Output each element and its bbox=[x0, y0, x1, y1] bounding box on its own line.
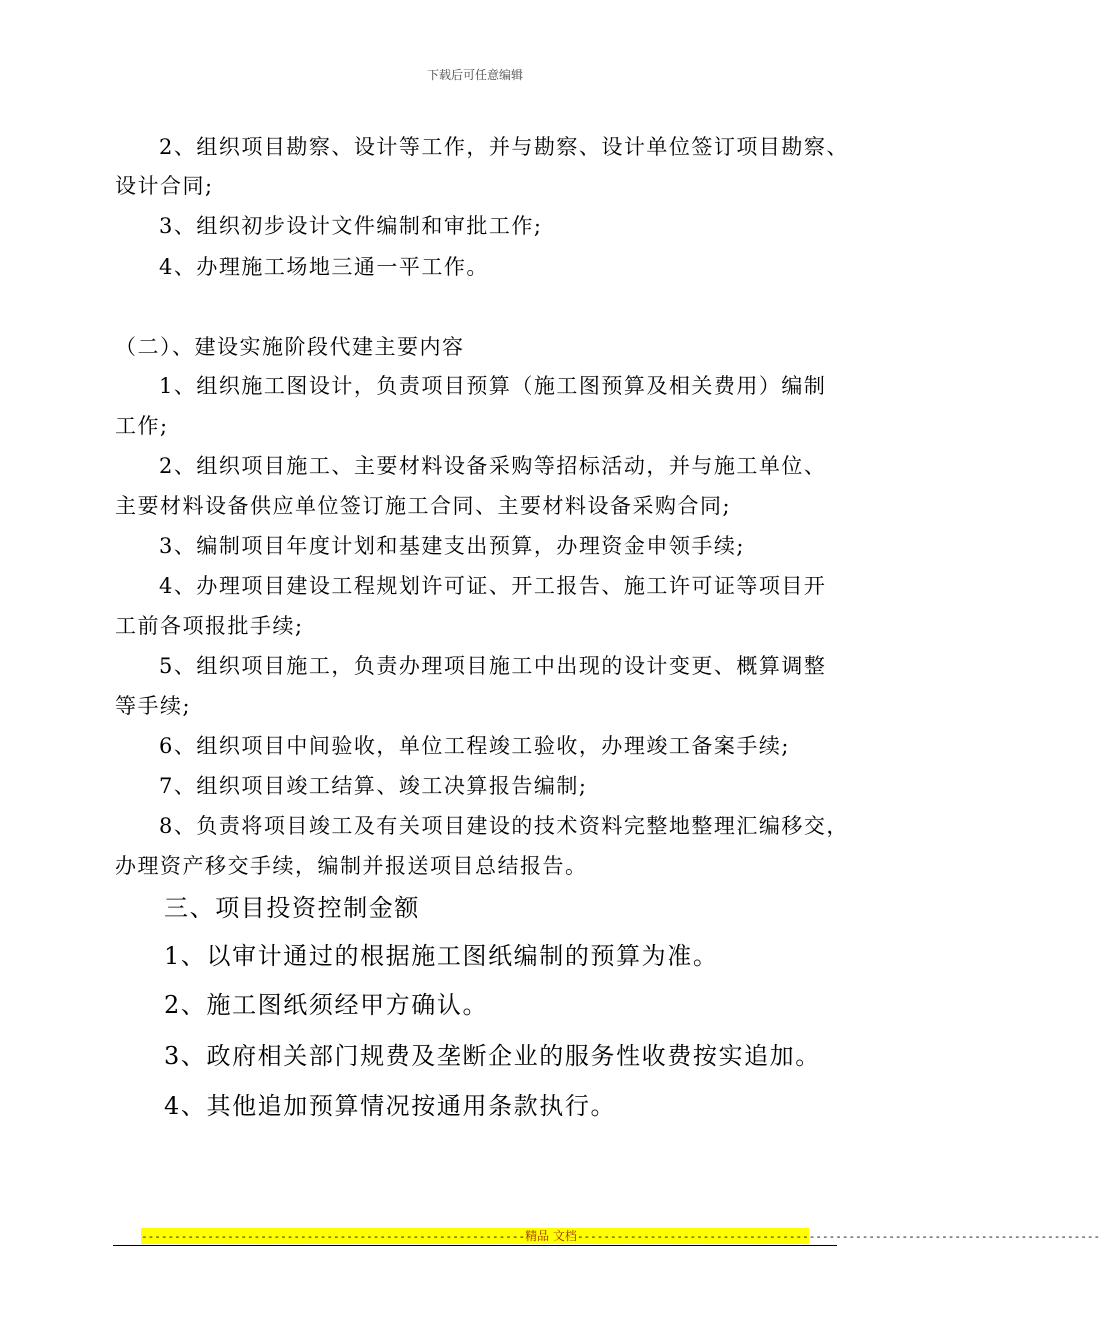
body-line: 3、编制项目年度计划和基建支出预算，办理资金申领手续; bbox=[159, 534, 745, 558]
body-line: 等手续; bbox=[115, 694, 192, 718]
body-line: 8、负责将项目竣工及有关项目建设的技术资料完整地整理汇编移交， bbox=[159, 814, 849, 838]
body-line: 4、办理施工场地三通一平工作。 bbox=[159, 255, 489, 279]
page-header: 下载后可任意编辑 bbox=[426, 68, 523, 82]
body-line: 6、组织项目中间验收，单位工程竣工验收，办理竣工备案手续; bbox=[159, 734, 790, 758]
body-line: 2、组织项目勘察、设计等工作，并与勘察、设计单位签订项目勘察、 bbox=[159, 135, 849, 159]
footer-dashes-right: ------------------------------------------------------------------------------- bbox=[576, 1230, 1100, 1243]
footer-label: 精品 文档 bbox=[525, 1229, 577, 1243]
body-line: 1、组织施工图设计，负责项目预算（施工图预算及相关费用）编制 bbox=[159, 374, 827, 398]
body-line: 3、组织初步设计文件编制和审批工作; bbox=[159, 214, 543, 238]
footer-rule bbox=[113, 1245, 837, 1246]
body-line: 4、办理项目建设工程规划许可证、开工报告、施工许可证等项目开 bbox=[159, 574, 827, 598]
body-line: 3、政府相关部门规费及垄断企业的服务性收费按实追加。 bbox=[164, 1042, 821, 1070]
body-line: 4、其他追加预算情况按通用条款执行。 bbox=[164, 1092, 617, 1120]
section-heading: 三、项目投资控制金额 bbox=[164, 894, 420, 922]
section-heading: （二）、建设实施阶段代建主要内容 bbox=[115, 335, 465, 359]
body-line: 2、施工图纸须经甲方确认。 bbox=[164, 991, 489, 1019]
body-line: 工作; bbox=[115, 414, 169, 438]
body-line: 设计合同; bbox=[115, 174, 214, 198]
body-line: 5、组织项目施工，负责办理项目施工中出现的设计变更、概算调整 bbox=[159, 654, 827, 678]
body-line: 办理资产移交手续，编制并报送项目总结报告。 bbox=[115, 854, 588, 878]
body-line: 工前各项报批手续; bbox=[115, 614, 304, 638]
body-line: 1、以审计通过的根据施工图纸编制的预算为准。 bbox=[164, 942, 719, 970]
body-line: 主要材料设备供应单位签订施工合同、主要材料设备采购合同; bbox=[115, 494, 732, 518]
body-line: 2、组织项目施工、主要材料设备采购等招标活动，并与施工单位、 bbox=[159, 454, 827, 478]
footer-banner bbox=[141, 1228, 1100, 1244]
body-line: 7、组织项目竣工结算、竣工决算报告编制; bbox=[159, 774, 588, 798]
footer-dashes-left: ---------------------------------------------------------- bbox=[141, 1230, 526, 1243]
